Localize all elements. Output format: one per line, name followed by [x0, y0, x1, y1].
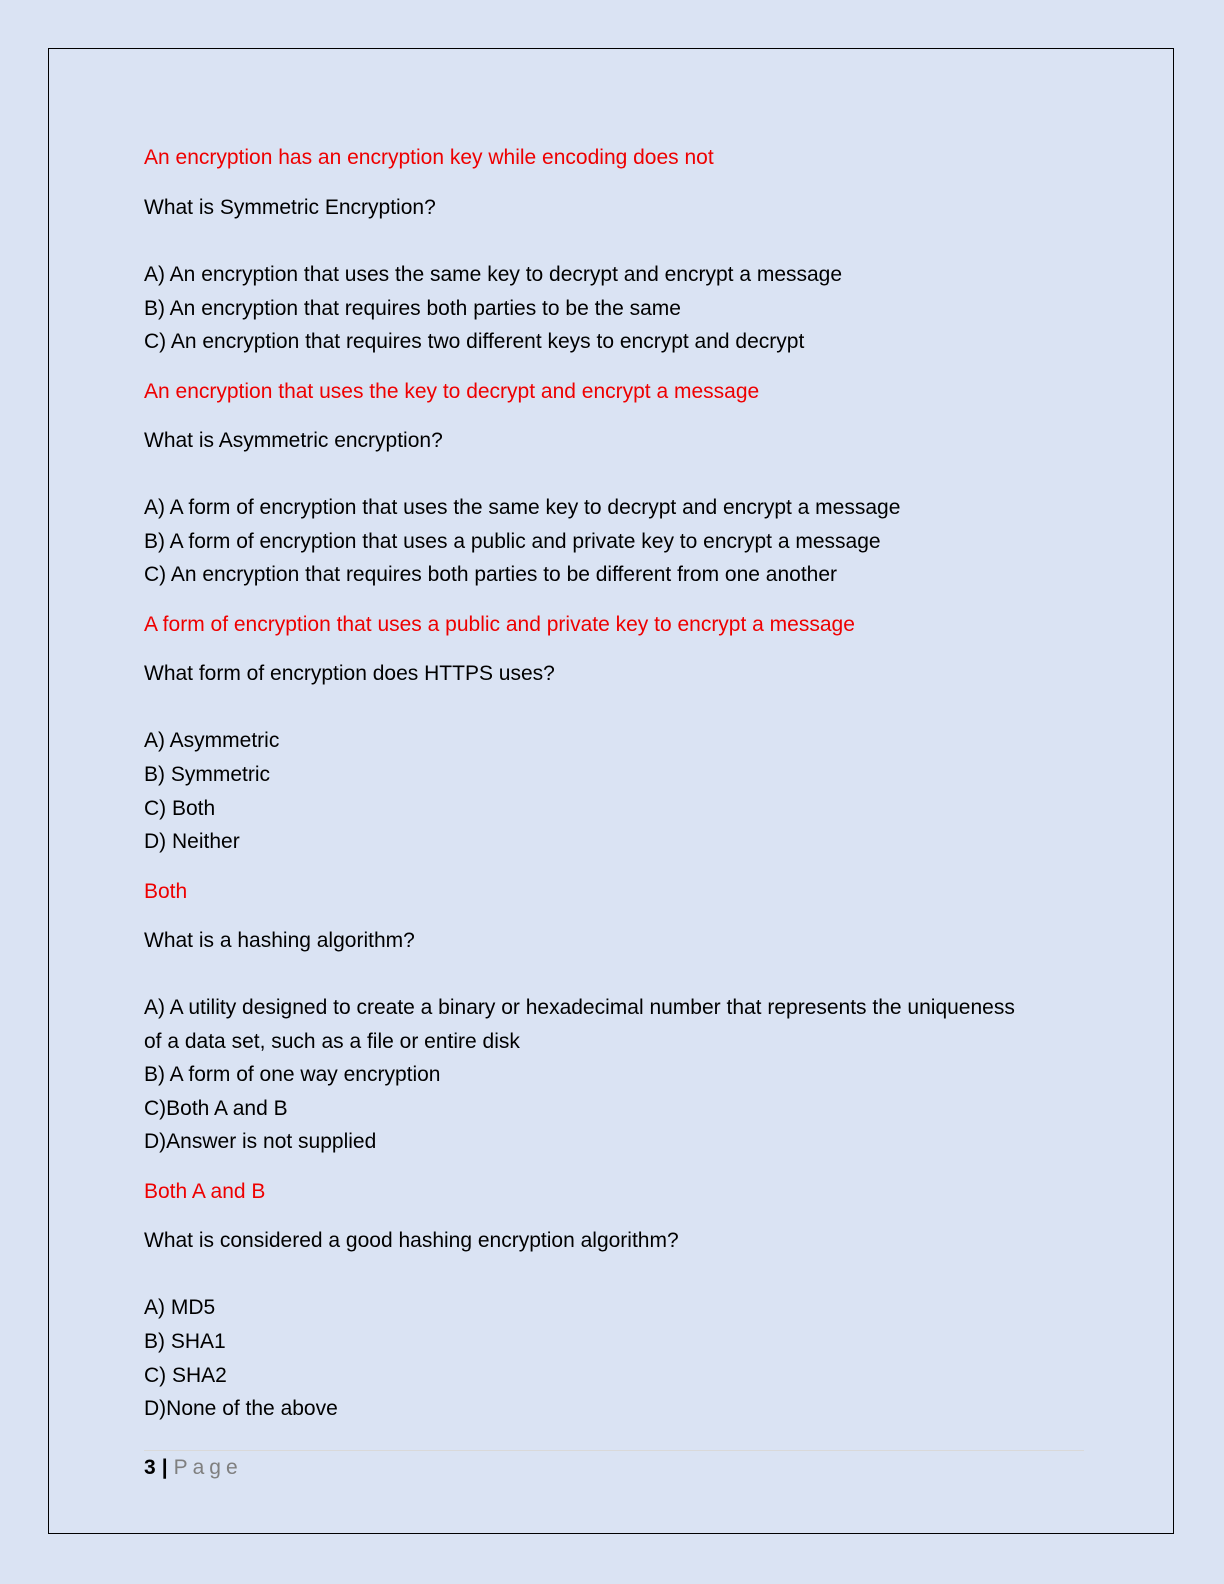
- question-text: What is Asymmetric encryption?: [144, 429, 443, 452]
- answer-text: An encryption has an encryption key while encoding does not: [144, 146, 714, 169]
- option-text: C) Both: [144, 797, 216, 820]
- option-text: B) Symmetric: [144, 763, 270, 786]
- question-text: What is a hashing algorithm?: [144, 929, 415, 952]
- option-text: D) Neither: [144, 830, 240, 853]
- option-text: A) MD5: [144, 1296, 216, 1319]
- answer-text: Both A and B: [144, 1180, 266, 1203]
- option-text: B) A form of one way encryption: [144, 1063, 441, 1086]
- option-text: A) A utility designed to create a binary or hexadecimal number that represents the uniqueness: [144, 996, 1015, 1019]
- footer-separator: |: [161, 1456, 168, 1479]
- answer-text: An encryption that uses the key to decrypt and encrypt a message: [144, 380, 760, 403]
- option-text: D)None of the above: [144, 1397, 338, 1420]
- footer-divider: [144, 1450, 1084, 1451]
- option-text: of a data set, such as a file or entire disk: [144, 1030, 520, 1053]
- option-text: C) An encryption that requires both parties to be different from one another: [144, 563, 838, 586]
- question-text: What is Symmetric Encryption?: [144, 196, 436, 219]
- option-text: C) SHA2: [144, 1364, 227, 1387]
- page-footer: [144, 1456, 243, 1480]
- option-text: C)Both A and B: [144, 1097, 288, 1120]
- page-label: Page: [173, 1456, 243, 1479]
- option-text: A) Asymmetric: [144, 729, 280, 752]
- question-text: What is considered a good hashing encryption algorithm?: [144, 1229, 679, 1252]
- option-text: D)Answer is not supplied: [144, 1130, 377, 1153]
- option-text: A) An encryption that uses the same key to decrypt and encrypt a message: [144, 263, 843, 286]
- option-text: B) An encryption that requires both parties to be the same: [144, 297, 681, 320]
- question-text: What form of encryption does HTTPS uses?: [144, 662, 555, 685]
- answer-text: A form of encryption that uses a public and private key to encrypt a message: [144, 613, 855, 636]
- page-number: 3: [144, 1456, 156, 1479]
- option-text: A) A form of encryption that uses the same key to decrypt and encrypt a message: [144, 496, 901, 519]
- option-text: B) SHA1: [144, 1330, 226, 1353]
- option-text: C) An encryption that requires two different keys to encrypt and decrypt: [144, 330, 805, 353]
- answer-text: Both: [144, 880, 188, 903]
- option-text: B) A form of encryption that uses a public and private key to encrypt a message: [144, 530, 881, 553]
